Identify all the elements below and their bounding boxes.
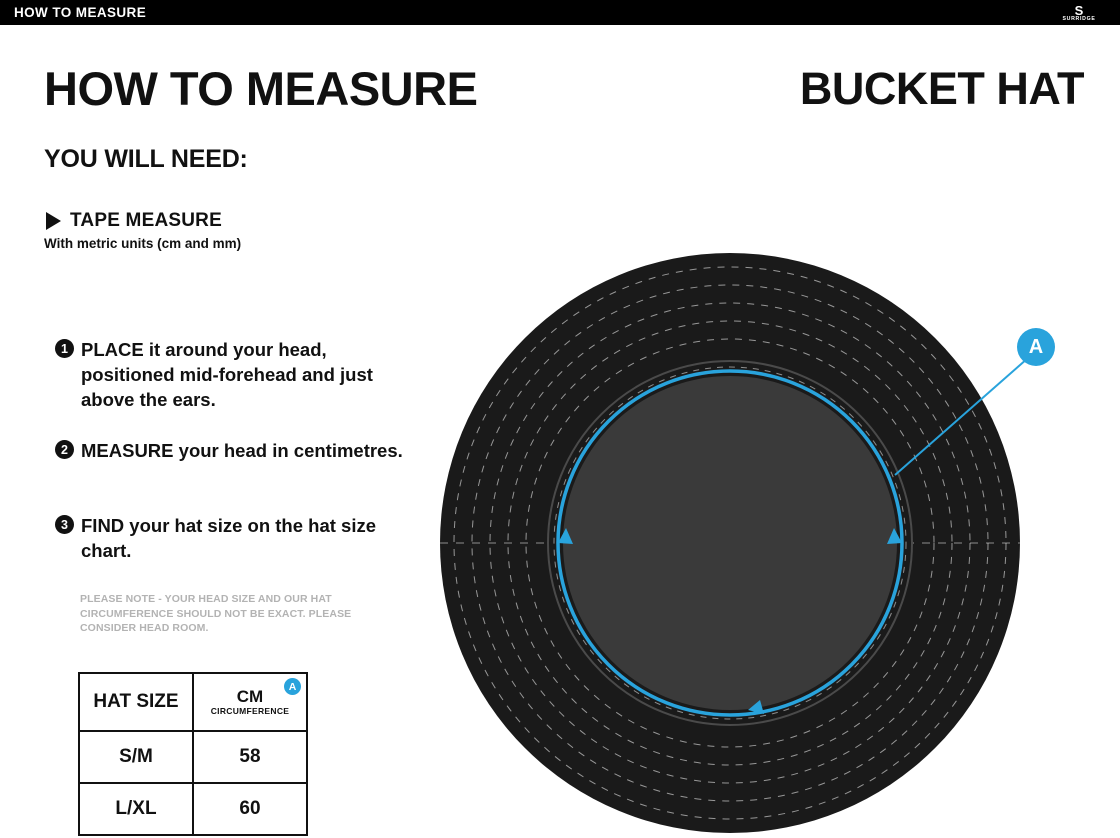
product-title: BUCKET HAT	[799, 63, 1084, 114]
table-cell-size: S/M	[79, 731, 193, 783]
step-number: 3	[55, 515, 74, 534]
instruction-step	[55, 513, 411, 563]
table-header-cm-sub: CIRCUMFERENCE	[210, 706, 290, 716]
table-row	[79, 731, 307, 783]
table-header-cm	[193, 673, 307, 731]
tool-label: TAPE MEASURE	[70, 210, 222, 231]
brand-mark-icon: S	[1074, 2, 1084, 18]
disclaimer-note: PLEASE NOTE - YOUR HEAD SIZE AND OUR HAT CIRCUMFERENCE SHOULD NOT BE EXACT. PLEASE CONSIDER HEAD ROOM.	[80, 593, 352, 634]
hat-size-table	[78, 672, 308, 836]
instruction-step	[55, 438, 403, 463]
table-header-hat-size: HAT SIZE	[79, 673, 193, 731]
bucket-hat-diagram	[440, 230, 1120, 833]
table-cell-cm: 60	[193, 783, 307, 835]
triangle-right-icon	[46, 212, 61, 230]
crown-inner	[563, 376, 897, 710]
table-header-row	[79, 673, 307, 731]
top-bar	[0, 0, 1120, 25]
step-number: 1	[55, 339, 74, 358]
table-header-cm-main: CM	[236, 687, 264, 706]
top-bar-title: HOW TO MEASURE	[14, 5, 147, 20]
page-title: HOW TO MEASURE	[44, 62, 478, 115]
bucket-hat-svg	[440, 230, 1120, 833]
table-row	[79, 783, 307, 835]
tool-row	[46, 210, 222, 232]
brand-logo	[1052, 2, 1106, 24]
step-number: 2	[55, 440, 74, 459]
instruction-step	[55, 337, 411, 412]
step-text: PLACE it around your head, positioned mid-forehead and just above the ears.	[81, 339, 373, 410]
step-text: FIND your hat size on the hat size chart.	[81, 515, 377, 561]
table-cell-cm: 58	[193, 731, 307, 783]
you-will-need-title: YOU WILL NEED:	[44, 145, 248, 173]
tool-subtext: With metric units (cm and mm)	[44, 236, 242, 251]
callout-badge-a: A	[1017, 328, 1055, 366]
brand-name: SURRIDGE	[1062, 15, 1096, 22]
table-cell-size: L/XL	[79, 783, 193, 835]
step-text: MEASURE your head in centimetres.	[81, 440, 403, 461]
measurement-badge-a: A	[284, 678, 301, 695]
